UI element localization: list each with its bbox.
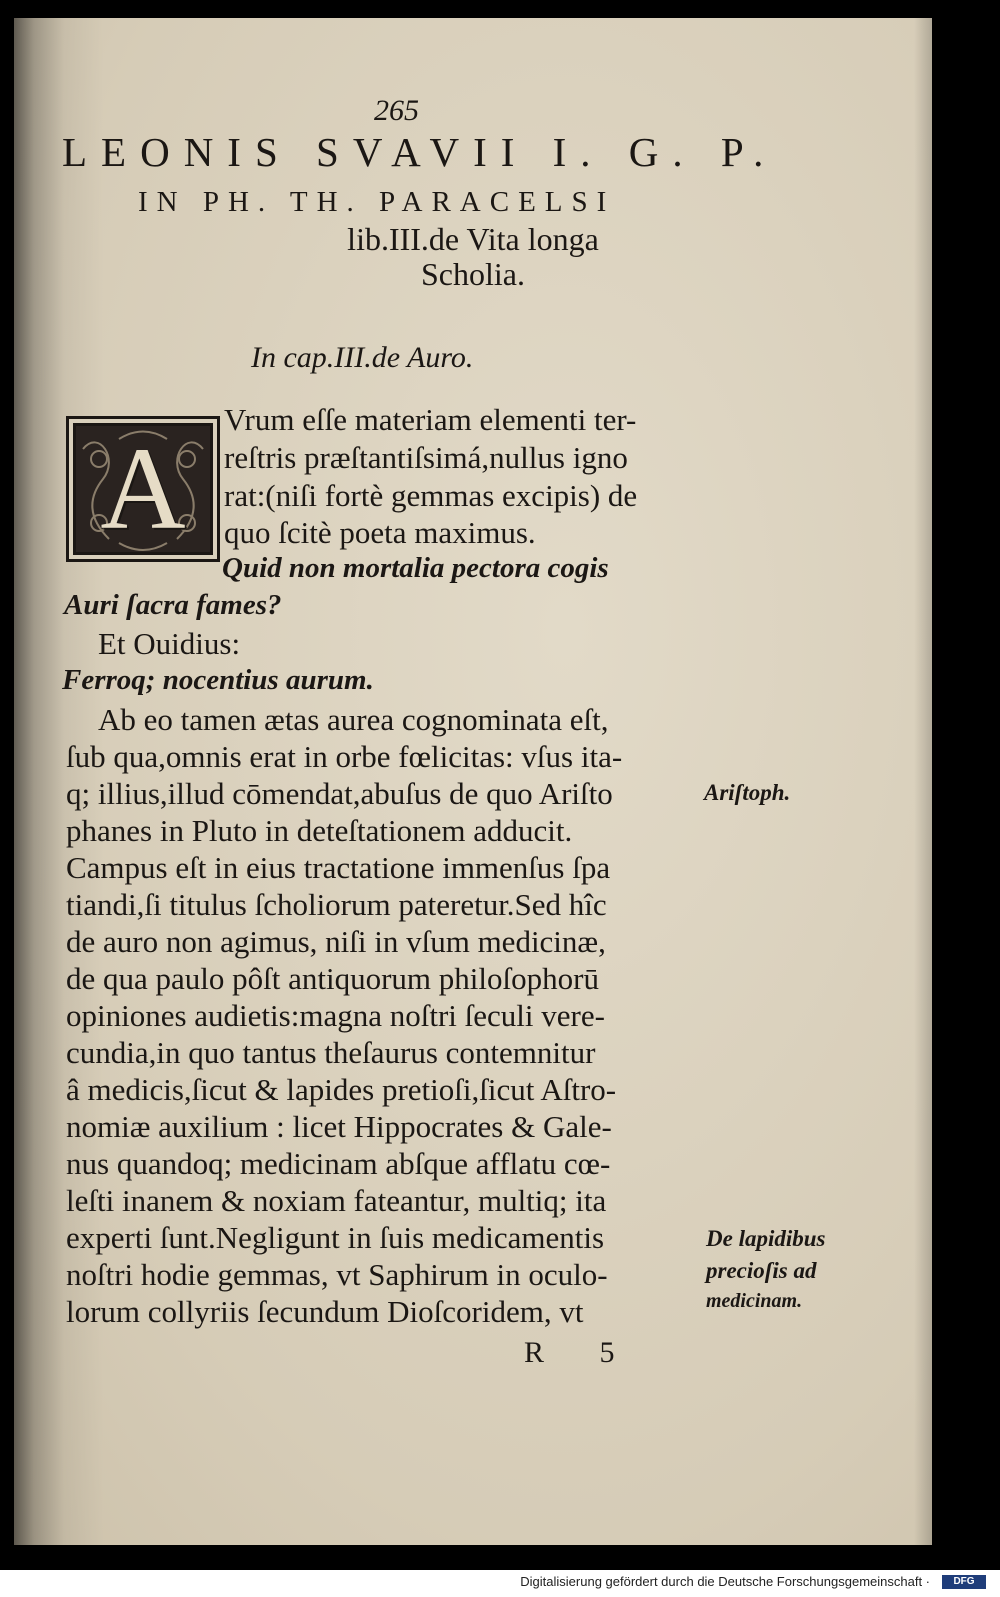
decorated-initial bbox=[66, 416, 220, 562]
text-line: q; illius,illud cōmendat,abuſus de quo Ariſto bbox=[66, 776, 613, 811]
text-line: nomiæ auxilium : licet Hippocrates & Gale- bbox=[66, 1109, 612, 1144]
text-line: ſub qua,omnis erat in orbe fœlicitas: vſus ita- bbox=[66, 739, 623, 774]
margin-note-line: precioſis ad bbox=[706, 1258, 817, 1283]
text-line: rat:(niſi fortè gemmas excipis) de bbox=[224, 478, 638, 513]
text-line: reſtris præſtantiſsimá,nullus igno bbox=[224, 440, 628, 475]
text-line: quo ſcitè poeta maximus. bbox=[224, 515, 536, 550]
book-page bbox=[14, 18, 932, 1545]
dfg-logo-icon[interactable]: DFG bbox=[942, 1575, 986, 1589]
title-line-1: LEONIS SVAVII I. G. P. bbox=[62, 129, 778, 175]
verse-quote: Auri ſacra fames? bbox=[64, 589, 282, 621]
title-line-4: Scholia. bbox=[421, 256, 525, 292]
text-line: nus quandoq; medicinam abſque afflatu cœ- bbox=[66, 1146, 611, 1181]
footer-bar bbox=[0, 1570, 1000, 1597]
footer-credit: Digitalisierung gefördert durch die Deutsche Forschungsgemeinschaft · bbox=[520, 1574, 930, 1589]
text-line: leſti inanem & noxiam fateantur, multiq; ita bbox=[66, 1183, 607, 1218]
text-line: opiniones audietis:magna noſtri ſeculi vere- bbox=[66, 998, 605, 1033]
chapter-heading: In cap.III.de Auro. bbox=[251, 341, 474, 374]
text-line: tiandi,ſi titulus ſcholiorum pateretur.Sed hîc bbox=[66, 887, 607, 922]
verse-quote: Ferroq; nocentius aurum. bbox=[62, 664, 374, 696]
margin-note-line: De lapidibus bbox=[706, 1226, 826, 1251]
text-line: lorum collyriis ſecundum Dioſcoridem, vt bbox=[66, 1294, 584, 1329]
text-line: experti ſunt.Negligunt in ſuis medicamentis bbox=[66, 1220, 605, 1255]
text-line: Campus eſt in eius tractatione immenſus ſpa bbox=[66, 850, 611, 885]
text-line: de qua paulo pôſt antiquorum philoſophorū bbox=[66, 961, 599, 996]
signature-mark: R 5 bbox=[524, 1336, 639, 1369]
text-line: noſtri hodie gemmas, vt Saphirum in oculo- bbox=[66, 1257, 608, 1292]
text-line: â medicis,ſicut & lapides pretioſi,ſicut Aſtro- bbox=[66, 1072, 617, 1107]
text-line: de auro non agimus, niſi in vſum medicinæ, bbox=[66, 924, 606, 959]
text-line: phanes in Pluto in deteſtationem adducit. bbox=[66, 813, 573, 848]
text-line: cundia,in quo tantus theſaurus contemnitur bbox=[66, 1035, 596, 1070]
page-number: 265 bbox=[374, 94, 419, 127]
margin-note-aristoph: Ariſtoph. bbox=[704, 780, 791, 805]
title-line-2: IN PH. TH. PARACELSI bbox=[138, 186, 616, 218]
text-line: Et Ouidius: bbox=[98, 626, 241, 661]
text-line: Vrum eſſe materiam elementi ter- bbox=[224, 402, 637, 437]
title-line-3: lib.III.de Vita longa bbox=[347, 221, 599, 257]
drop-cap-letter: A bbox=[100, 423, 186, 554]
text-line: Ab eo tamen ætas aurea cognominata eſt, bbox=[98, 702, 609, 737]
verse-quote: Quid non mortalia pectora cogis bbox=[222, 552, 609, 584]
margin-note-line: medicinam. bbox=[706, 1290, 803, 1312]
